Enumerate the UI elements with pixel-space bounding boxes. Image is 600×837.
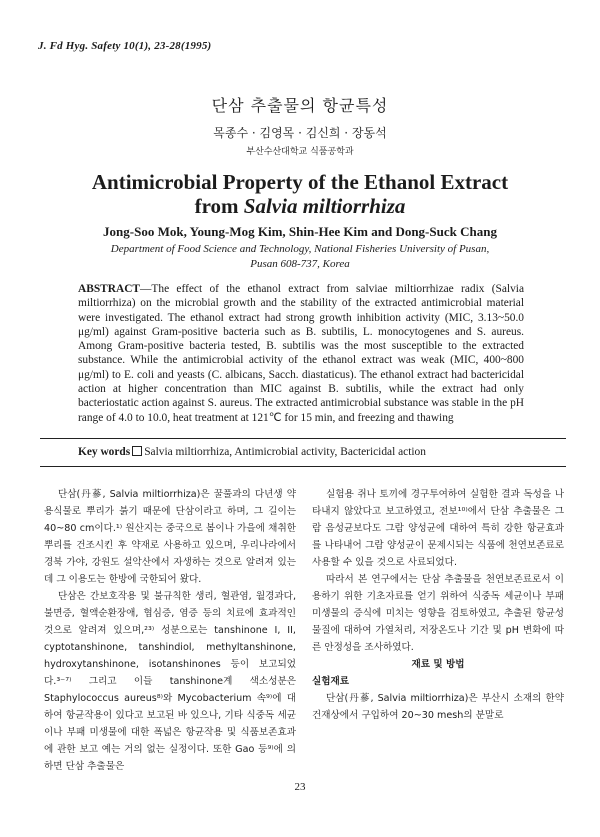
english-title-line2 — [0, 194, 600, 218]
keywords-top-rule — [40, 438, 566, 439]
affiliation-line2: Pusan 608-737, Korea — [250, 258, 350, 270]
keywords-bottom-rule — [40, 466, 566, 467]
korean-title: 단삼 추출물의 항균특성 — [211, 96, 389, 115]
intro-paragraph-4: 따라서 본 연구에서는 단삼 추출물을 천연보존료로서 이용하기 위한 기초자료를 얻기 위하여 식중독 세균이나 부패 미생물의 증식에 미치는 영향을 검토하였고, 추출된 항균성 물질에 대하여 가열처리, 저장온도나 기간 및 pH 변화에 따른 안정성을 조사하였다. — [312, 574, 564, 653]
english-affiliation — [0, 242, 600, 272]
intro-paragraph-1: 단삼(丹蔘, Salvia miltiorrhiza)은 꿀풀과의 다년생 약용식물로 뿌리가 붉기 때문에 단삼이라고 하며, 그 길이는 40~80 cm이다.¹⁾ 원산지는 중국으로 봄이나 가을에 채취한 뿌리를 건조시킨 후 약재로 사용하고 있으며, 우리나라에서 경북 가야, 강원도 설악산에서 자생하는 것으로 알려져 있는데 그 이용도는 한방에 국한되어 왔다. — [44, 489, 296, 585]
english-title-prefix: from — [194, 194, 244, 218]
page-number: 23 — [294, 781, 306, 793]
intro-paragraph-2: 단삼은 간보호작용 및 불규칙한 생리, 혈관염, 월경과다, 불면증, 혈액순환장애, 협심증, 염증 등의 치료에 효과적인 것으로 알려져 있으며,²³⁾ 성분으로는 tanshinone I, II, cyptotanshinone, tanshindiol, methyltanshinone, hydroxytanshinone, isotanshinones 등이 보고되었다.³⁻⁷⁾ 그리고 이들 tanshinone계 색소성분은 Staphylococcus aureus⁸⁾와 Mycobacterium 속⁹⁾에 대하여 항균작용이 있다고 보고된 바 있으나, 기타 식중독 세균이나 부패 미생물에 대한 폭넓은 항균작용 및 식품보존효과에 관한 보고 예는 거의 없는 실정이다. 또한 Gao 등⁹⁾에 의하면 단삼 추출물은 — [44, 591, 296, 772]
english-title — [0, 170, 600, 218]
keywords-label: Key words — [78, 446, 131, 458]
keywords — [78, 446, 426, 458]
section-heading-methods: 재료 및 방법 — [411, 659, 465, 670]
left-column — [44, 486, 296, 775]
english-authors: Jong-Soo Mok, Young-Mog Kim, Shin-Hee Kim and Dong-Suck Chang — [103, 224, 497, 239]
abstract — [78, 282, 524, 425]
english-title-species: Salvia miltiorrhiza — [243, 194, 406, 218]
journal-reference: J. Fd Hyg. Safety 10(1), 23-28(1995) — [38, 40, 212, 52]
keywords-text: Salvia miltiorrhiza, Antimicrobial activity, Bactericidal action — [144, 446, 426, 458]
korean-authors: 목종수 · 김영목 · 김신희 · 장동석 — [213, 126, 387, 140]
english-title-line1: Antimicrobial Property of the Ethanol Extract — [91, 170, 509, 194]
abstract-label: ABSTRACT — [78, 283, 141, 295]
right-column — [312, 486, 564, 724]
abstract-text: —The effect of the ethanol extract from salviae miltiorrhizae radix (Salvia miltiorrhiza) on the microbial growth and the stability of the extracted antimicrobial material were investigated. The ethanol extract had strong growth inhibition activity (MIC, 3.13~50.0 μg/ml) against Gram-positive bacteria such as B. subtilis, L. monocytogenes and S. aureus. Among Gram-positive bacteria tested, B. subtilis was the most susceptible to the extracted substance. While the antimicrobial activity of the ethanol extract was weak (MIC, 400~800 μg/ml) to E. coli and yeasts (C. albicans, Sacch. diastaticus). The ethanol extract had bactericidal action at higher concentration than MIC against B. subtilis, while the extract had only bacteriostatic action against S. aureus. The extracted antimicrobial substance was stable in the pH range of 4.0 to 10.0, heat treatment at 121℃ for 15 min, and freezing and thawing — [78, 283, 524, 424]
affiliation-line1: Department of Food Science and Technology, National Fisheries University of Pusan, — [110, 243, 490, 255]
subsection-heading-materials: 실험재료 — [312, 676, 350, 687]
intro-paragraph-3: 실험용 쥐나 토끼에 경구투여하여 실험한 결과 독성을 나타내지 않았다고 보고하였고, 전보¹⁰⁾에서 단삼 추출물은 그람 음성균보다도 그람 양성균에 대하여 특히 강한 항균효과를 나타내어 그람 양성균이 문제시되는 식품에 천연보존료로 사용할 수 있을 것으로 사료되었다. — [312, 489, 564, 568]
korean-affiliation: 부산수산대학교 식품공학과 — [246, 147, 354, 157]
materials-paragraph: 단삼(丹蔘, Salvia miltiorrhiza)은 부산시 소재의 한약 건재상에서 구입하여 20~30 mesh의 분말로 — [312, 693, 564, 721]
checkbox-square-icon — [132, 446, 142, 456]
